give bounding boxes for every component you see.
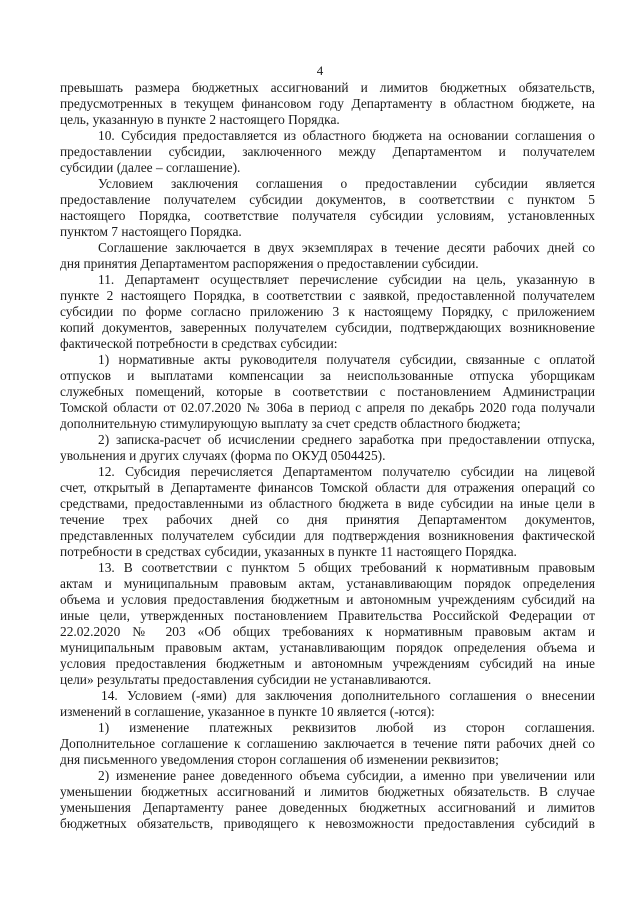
text-line: фактической потребности в средствах субсидии: — [60, 336, 338, 351]
text-line: счет, открытый в Департаменте финансов Томской области для отражения операций со — [60, 480, 595, 495]
page-number: 4 — [316, 63, 324, 78]
text-line: дня письменного уведомления сторон соглашения об изменении реквизитов; — [60, 752, 499, 767]
text-line: предусмотренных в текущем финансовом году Департаменту в областном бюджете, на — [60, 96, 595, 111]
text-line: 1) нормативные акты руководителя получателя субсидии, связанные с оплатой — [98, 352, 595, 367]
text-line: условия предоставления бюджетным и автономным учреждениям субсидий на иные — [60, 656, 595, 671]
text-line: потребности в средствах субсидии, указанных в пункте 11 настоящего Порядка. — [60, 544, 517, 559]
text-line: предоставлении субсидии, заключенного между Департаментом и получателем — [60, 144, 595, 159]
paragraph — [60, 560, 595, 688]
text-line: цель, указанную в пункте 2 настоящего Порядка. — [60, 112, 340, 127]
text-line: течение трех рабочих дней со дня принятия Департаментом документов, — [60, 512, 595, 527]
text-line: предоставление получателем субсидии документов, в соответствии с пунктом 5 — [60, 192, 595, 207]
text-line: 1) изменение платежных реквизитов любой из сторон соглашения. — [98, 720, 595, 735]
text-line: субсидии по форме согласно приложению 3 к настоящему Порядку, с приложением — [60, 304, 595, 319]
document-body — [60, 80, 595, 832]
text-line: Томской области от 02.07.2020 № 306а в период с апреля по декабрь 2020 года получали — [60, 400, 595, 415]
paragraph — [60, 464, 595, 560]
paragraph — [60, 176, 595, 240]
paragraph — [60, 352, 595, 432]
paragraph — [60, 768, 595, 832]
text-line: увольнения и других случаях (форма по ОКУД 0504425). — [60, 448, 386, 463]
text-line: уменьшении бюджетных ассигнований и лимитов бюджетных обязательств. В случае — [60, 784, 595, 799]
text-line: актам и муниципальным правовым актам, устанавливающим порядок определения — [60, 576, 595, 591]
text-line: служебных помещений, которые в соответствии с постановлением Администрации — [60, 384, 595, 399]
text-line: настоящего Порядка, соответствие получателя субсидии условиям, установленных — [60, 208, 595, 223]
text-line: отпусков и выплатами компенсации за неиспользованные отпуска уборщикам — [60, 368, 595, 383]
text-line: 11. Департамент осуществляет перечисление субсидии на цель, указанную в — [98, 272, 595, 287]
text-line: объема и условия предоставления бюджетным и автономным учреждениям субсидий на — [60, 592, 595, 607]
paragraph — [60, 80, 595, 128]
paragraph — [60, 240, 595, 272]
text-line: дополнительную стимулирующую выплату за счет средств областного бюджета; — [60, 416, 521, 431]
paragraph — [60, 272, 595, 352]
text-line: Дополнительное соглашение к соглашению заключается в течение пяти рабочих дней со — [60, 736, 595, 751]
text-line: 2) изменение ранее доведенного объема субсидии, а именно при увеличении или — [98, 768, 595, 783]
text-line: субсидии (далее – соглашение). — [60, 160, 241, 175]
text-line: муниципальным правовым актам, устанавливающим порядок определения объема и — [60, 640, 595, 655]
text-line: 14. Условием (-ями) для заключения дополнительного соглашения о внесении — [101, 688, 595, 703]
text-line: иные цели, утвержденных постановлением Правительства Российской Федерации от — [60, 608, 595, 623]
text-line: 2) записка-расчет об исчислении среднего заработка при предоставлении отпуска, — [98, 432, 595, 447]
paragraph — [60, 688, 595, 720]
text-line: средствами, предоставленными из областного бюджета в виде субсидии на иные цели в — [60, 496, 595, 511]
text-line: пунктом 7 настоящего Порядка. — [60, 224, 242, 239]
text-line: 12. Субсидия перечисляется Департаментом получателю субсидии на лицевой — [98, 464, 595, 479]
text-line: цели» результаты предоставления субсидии не устанавливаются. — [60, 672, 432, 687]
text-line: копий документов, заверенных получателем субсидии, подтверждающих возникновение — [60, 320, 595, 335]
paragraph — [60, 432, 595, 464]
text-line: представленных получателем субсидии для подтверждения возникновения фактической — [60, 528, 595, 543]
text-line: дня принятия Департаментом распоряжения о предоставлении субсидии. — [60, 256, 479, 271]
text-line: Соглашение заключается в двух экземплярах в течение десяти рабочих дней со — [98, 240, 595, 255]
text-line: 10. Субсидия предоставляется из областного бюджета на основании соглашения о — [98, 128, 595, 143]
text-line: Условием заключения соглашения о предоставлении субсидии является — [98, 176, 595, 191]
paragraph — [60, 720, 595, 768]
text-line: 13. В соответствии с пунктом 5 общих требований к нормативным правовым — [98, 560, 595, 575]
text-line: уменьшения Департаменту ранее доведенных бюджетных ассигнований и лимитов — [60, 800, 595, 815]
paragraph — [60, 128, 595, 176]
text-line: превышать размера бюджетных ассигнований и лимитов бюджетных обязательств, — [60, 80, 595, 95]
text-line: пункте 2 настоящего Порядка, в соответствии с заявкой, предоставленной получателем — [60, 288, 595, 303]
text-line: бюджетных обязательств, приводящего к невозможности предоставления субсидий в — [60, 816, 595, 831]
text-line: 22.02.2020 № 203 «Об общих требованиях к нормативным правовым актам и — [60, 624, 595, 639]
text-line: изменений в соглашение, указанное в пункте 10 является (-ются): — [60, 704, 435, 719]
